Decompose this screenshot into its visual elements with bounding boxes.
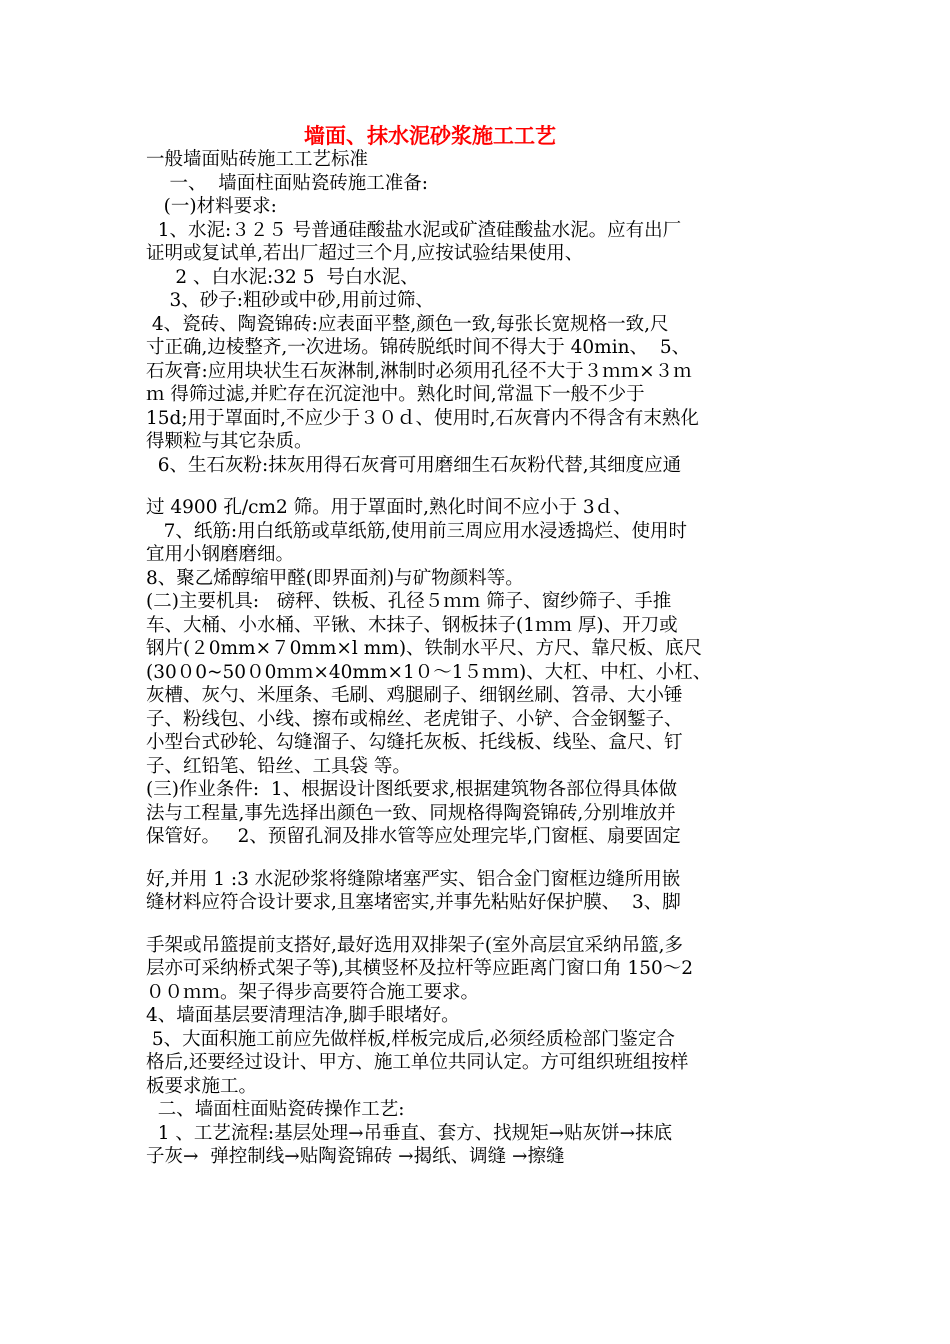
body-line: 4、墙面基层要清理洁净,脚手眼堵好。 [146,1005,460,1026]
body-line: 钢片(２0mm×７0mm×l mm)、铁制水平尺、方尺、靠尺板、底尺 [146,638,703,659]
body-line: 保管好。 2、预留孔洞及排水管等应处理完毕,门窗框、扇要固定 [146,826,681,847]
body-line: ００ｍｍ。架子得步高要符合施工要求。 [146,981,480,1003]
document-title: 墙面、抹水泥砂浆施工工艺 [304,124,556,148]
body-line: 一、 墙面柱面贴瓷砖施工准备: [146,172,429,194]
body-line: 石灰膏:应用块状生石灰淋制,淋制时必须用孔径不大于３ｍｍ×３ｍ [146,360,692,382]
body-line: 二、墙面柱面贴瓷砖操作工艺: [146,1099,405,1120]
body-line: 格后,还要经过设计、甲方、施工单位共同认定。方可组织班组按样 [146,1052,689,1073]
body-line: 子灰→ 弹控制线→贴陶瓷锦砖 →揭纸、调缝 →擦缝 [146,1146,565,1167]
body-line: 3、砂子:粗砂或中砂,用前过筛、 [146,290,434,311]
body-line: 好,并用 1 :3 水泥砂浆将缝隙堵塞严实、铝合金门窗框边缝所用嵌 [146,868,681,890]
body-line: 证明或复试单,若出厂超过三个月,应按试验结果使用、 [146,243,584,264]
body-line: 得颗粒与其它杂质。 [146,431,313,452]
body-line: 2 、白水泥:32 5 号白水泥、 [146,266,419,288]
body-line: ｍ 得筛过滤,并贮存在沉淀池中。熟化时间,常温下一般不少于 [146,384,645,405]
body-line: 8、聚乙烯醇缩甲醛(即界面剂)与矿物颜料等。 [146,567,524,589]
document-body [146,148,816,1169]
body-line: (三)作业条件: 1、根据设计图纸要求,根据建筑物各部位得具体做 [146,779,678,800]
body-line: 6、生石灰粉:抹灰用得石灰膏可用磨细生石灰粉代替,其细度应通 [146,454,682,476]
body-line: 过 4900 孔/cm2 筛。用于罩面时,熟化时间不应小于 3ｄ、 [146,497,632,518]
body-line: 7、纸筋:用白纸筋或草纸筋,使用前三周应用水浸透捣烂、使用时 [146,520,688,542]
body-line: (30０0~50０0ｍｍ×40mm×1０～1５ｍｍ)、大杠、中杠、小杠、 [146,661,712,683]
body-line: 1 、工艺流程:基层处理→吊垂直、套方、找规矩→贴灰饼→抹底 [146,1122,673,1144]
body-line: 层亦可采纳桥式架子等),其横竖杯及拉杆等应距离门窗口角 150～2 [146,958,694,979]
body-line: 手架或吊篮提前支搭好,最好选用双排架子(室外高层宜采纳吊篮,多 [146,934,683,956]
body-line: 宜用小钢磨磨细。 [146,544,295,565]
body-line: 一般墙面贴砖施工工艺标准 [146,149,369,170]
body-line: 子、红铅笔、铅丝、工具袋 等。 [146,755,411,777]
body-line: 小型台式砂轮、勾缝溜子、勾缝托灰板、托线板、线坠、盒尺、钉 [146,732,683,753]
body-line: 缝材料应符合设计要求,且塞堵密实,并事先粘贴好保护膜、 3、脚 [146,892,681,913]
body-line: 灰槽、灰勺、米厘条、毛刷、鸡腿刷子、细钢丝刷、笤帚、大小锤 [146,685,683,706]
body-line: 5、大面积施工前应先做样板,样板完成后,必须经质检部门鉴定合 [146,1028,675,1050]
body-line: 寸正确,边棱整齐,一次进场。锦砖脱纸时间不得大于 40min、 5、 [146,337,691,358]
body-line: 车、大桶、小水桶、平锹、木抹子、钢板抹子(1ｍｍ 厚)、开刀或 [146,614,678,636]
body-line: (二)主要机具: 磅秤、铁板、孔径５ｍｍ 筛子、窗纱筛子、手推 [146,591,672,612]
body-line: 子、粉线包、小线、擦布或棉丝、老虎钳子、小铲、合金钢錾子、 [146,708,683,730]
body-line: 4、瓷砖、陶瓷锦砖:应表面平整,颜色一致,每张长宽规格一致,尺 [146,313,669,335]
body-line: 15d;用于罩面时,不应少于３０ｄ、使用时,石灰膏内不得含有末熟化 [146,407,699,429]
body-line: 法与工程量,事先选择出颜色一致、同规格得陶瓷锦砖,分别堆放并 [146,802,676,824]
body-line: 1、水泥:３２５ 号普通硅酸盐水泥或矿渣硅酸盐水泥。应有出厂 [146,219,682,241]
body-line: (一)材料要求: [146,196,277,217]
body-line: 板要求施工。 [146,1075,258,1097]
